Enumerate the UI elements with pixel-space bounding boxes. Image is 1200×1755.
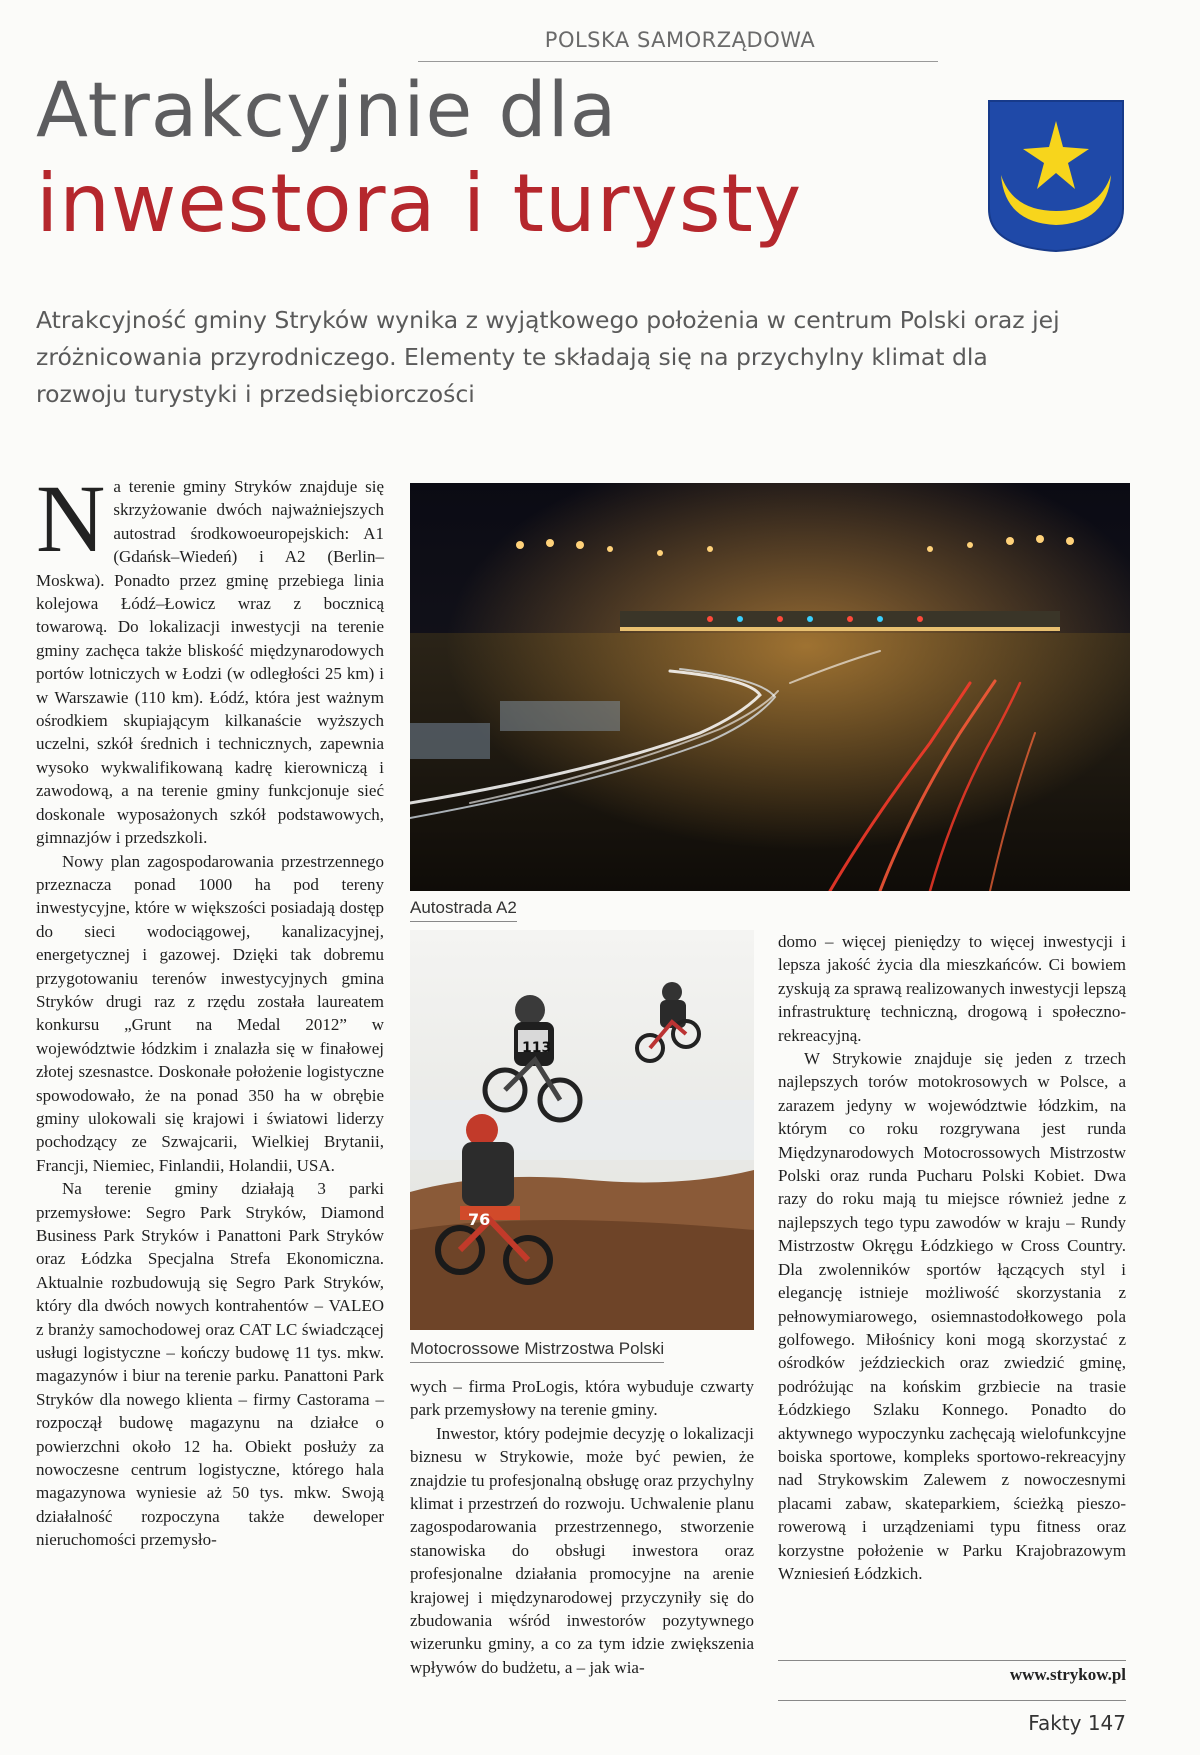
lead-paragraph: Atrakcyjność gminy Stryków wynika z wyjątkowego położenia w centrum Polski oraz jej zróżnicowania przyrodniczego. Elementy te składają się na przychylny klimat dla rozwoju turystyki i przedsiębiorczości [36, 306, 1060, 408]
article-paragraph: Na terenie gminy działają 3 parki przemysłowe: Segro Park Stryków, Diamond Business Park Stryków i Panattoni Park Stryków oraz Łódzka Specjalna Strefa Ekonomiczna. Aktualnie rozbudowują się Segro Park Stryków, który dla dwóch nowych kontrahentów – VALEO z branży samochodowej oraz CAT LC świadczącej usługi logistyczne – kończy budowę 11 tys. mkw. magazynów i biur na terenie parku. Panattoni Park Stryków dla nowego klienta – firmy Castorama – rozpoczął budowę magazynu na działce o powierzchni około 12 ha. Obiekt posłuży za nowoczesne centrum logistyczne, którego hala magazynowa wyniesie aż 50 tys. mkw. Swoją działalność rozpoczyna także deweloper nieruchomości przemysło- [36, 1179, 384, 1550]
column-rule [778, 1660, 1126, 1661]
article-title-line1: Atrakcyjnie dla [36, 65, 618, 154]
highway-photo [410, 483, 1130, 891]
section-header: POLSKA SAMORZĄDOWA [544, 28, 816, 52]
drop-cap: N [36, 465, 106, 572]
article-title-line2: inwestora i turysty [36, 157, 803, 250]
header-rule [418, 61, 938, 62]
article-column-2 [410, 1375, 754, 1695]
article-column-3 [778, 930, 1126, 1650]
article-paragraph: Nowy plan zagospodarowania przestrzennego przeznacza ponad 1000 ha pod tereny inwestycyjne, które w większości posiadają dostęp do sieci wodociągowej, kanalizacyjnej, energetycznej i gazowej. Dzięki tak dobremu przygotowaniu terenów inwestycyjnych gmina Stryków drugi raz z rzędu została laureatem konkursu „Grunt na Medal 2012” w województwie łódzkim i znalazła się w finałowej złotej szesnastce. Doskonałe położenie logistyczne spowodowało, że na ponad 350 ha w obrębie gminy ulokowali się krajowi i światowi liderzy pochodzący ze Szwajcarii, Wielkiej Brytanii, Francji, Niemiec, Finlandii, Holandii, USA. [36, 851, 384, 1175]
article-column-1 [36, 465, 384, 1685]
svg-text:76: 76 [468, 1210, 491, 1229]
footer-rule [778, 1700, 1126, 1701]
svg-text:113: 113 [522, 1040, 552, 1056]
page-footer: Fakty 147 [1028, 1711, 1126, 1735]
coat-of-arms [985, 97, 1127, 255]
article-paragraph: wych – firma ProLogis, która wybuduje czwarty park przemysłowy na terenie gminy. [410, 1377, 754, 1420]
highway-photo-caption: Autostrada A2 [410, 898, 517, 922]
article-paragraph: W Strykowie znajduje się jeden z trzech najlepszych torów motokrosowych w Polsce, a zarazem jedyny w województwie łódzkim, na którym co roku rozgrywana jest runda Międzynarodowych Motocrossowych Mistrzostw Polski oraz runda Pucharu Polski Kobiet. Dwa razy do roku mają tu miejsce również jedne z najlepszych tego typu zawodów w kraju – Rundy Mistrzostw Okręgu Łódzkiego w Cross Country. Dla zwolenników sportów łączących styl i elegancję istnieje możliwość skorzystania z pełnowymiarowego, osiemnastodołkowego pola golfowego. Miłośnicy koni mogą skorzystać z ośrodków jeździeckich oraz zwiedzić gminę, podróżując na końskim grzbiecie na trasie Łódzkiego Szlaku Konnego. Ponadto do aktywnego wypoczynku zachęcają wielofunkcyjne boiska sportowe, kompleks sportowo-rekreacyjny nad Strykowskim Zalewem z nowoczesnymi placami zabaw, skateparkiem, ścieżką pieszo-rowerową i urządzeniami typu fitness oraz korzystne położenie w Parku Krajobrazowym Wzniesień Łódzkich. [778, 1049, 1126, 1583]
article-paragraph: domo – więcej pieniędzy to więcej inwestycji i lepsza jakość życia dla mieszkańców. Ci bowiem zyskują za sprawą realizowanych inwestycji lepszą infrastrukturę techniczną, drogową i społeczno-rekreacyjną. [778, 932, 1126, 1045]
website-link[interactable]: www.strykow.pl [1009, 1665, 1126, 1684]
motocross-photo [410, 930, 754, 1330]
motocross-photo-caption: Motocrossowe Mistrzostwa Polski [410, 1339, 664, 1363]
article-paragraph: a terenie gminy Stryków znajduje się skrzyżowanie dwóch najważniejszych autostrad środkowoeuropejskich: A1 (Gdańsk–Wiedeń) i A2 (Berlin–Moskwa). Ponadto przez gminę przebiega linia kolejowa Łódź–Łowicz wraz z bocznicą towarową. Do lokalizacji inwestycji na terenie gminy zachęca także bliskość międzynarodowych portów lotniczych w Łodzi (w odległości 25 km) i w Warszawie (110 km). Łódź, która jest ważnym ośrodkiem skupiającym kilkanaście wyższych uczelni, szkół średnich i technicznych, zapewnia wysoko wykwalifikowaną kadrę kierowniczą i zawodową, a na terenie gminy funkcjonuje sieć doskonale wyposażonych szkół podstawowych, gimnazjów i przedszkoli. [36, 477, 384, 848]
article-paragraph: Inwestor, który podejmie decyzję o lokalizacji biznesu w Strykowie, może być pewien, że znajdzie tu profesjonalną obsługę oraz przychylny klimat i przestrzeń do rozwoju. Uchwalenie planu zagospodarowania przestrzennego, stworzenie stanowiska do obsługi inwestora oraz profesjonalne działania promocyjne na arenie krajowej i międzynarodowej przyczyniły się do zbudowania wśród inwestorów pozytywnego wizerunku gminy, a co za tym idzie zwiększenia wpływów do budżetu, a – jak wia- [410, 1423, 754, 1677]
